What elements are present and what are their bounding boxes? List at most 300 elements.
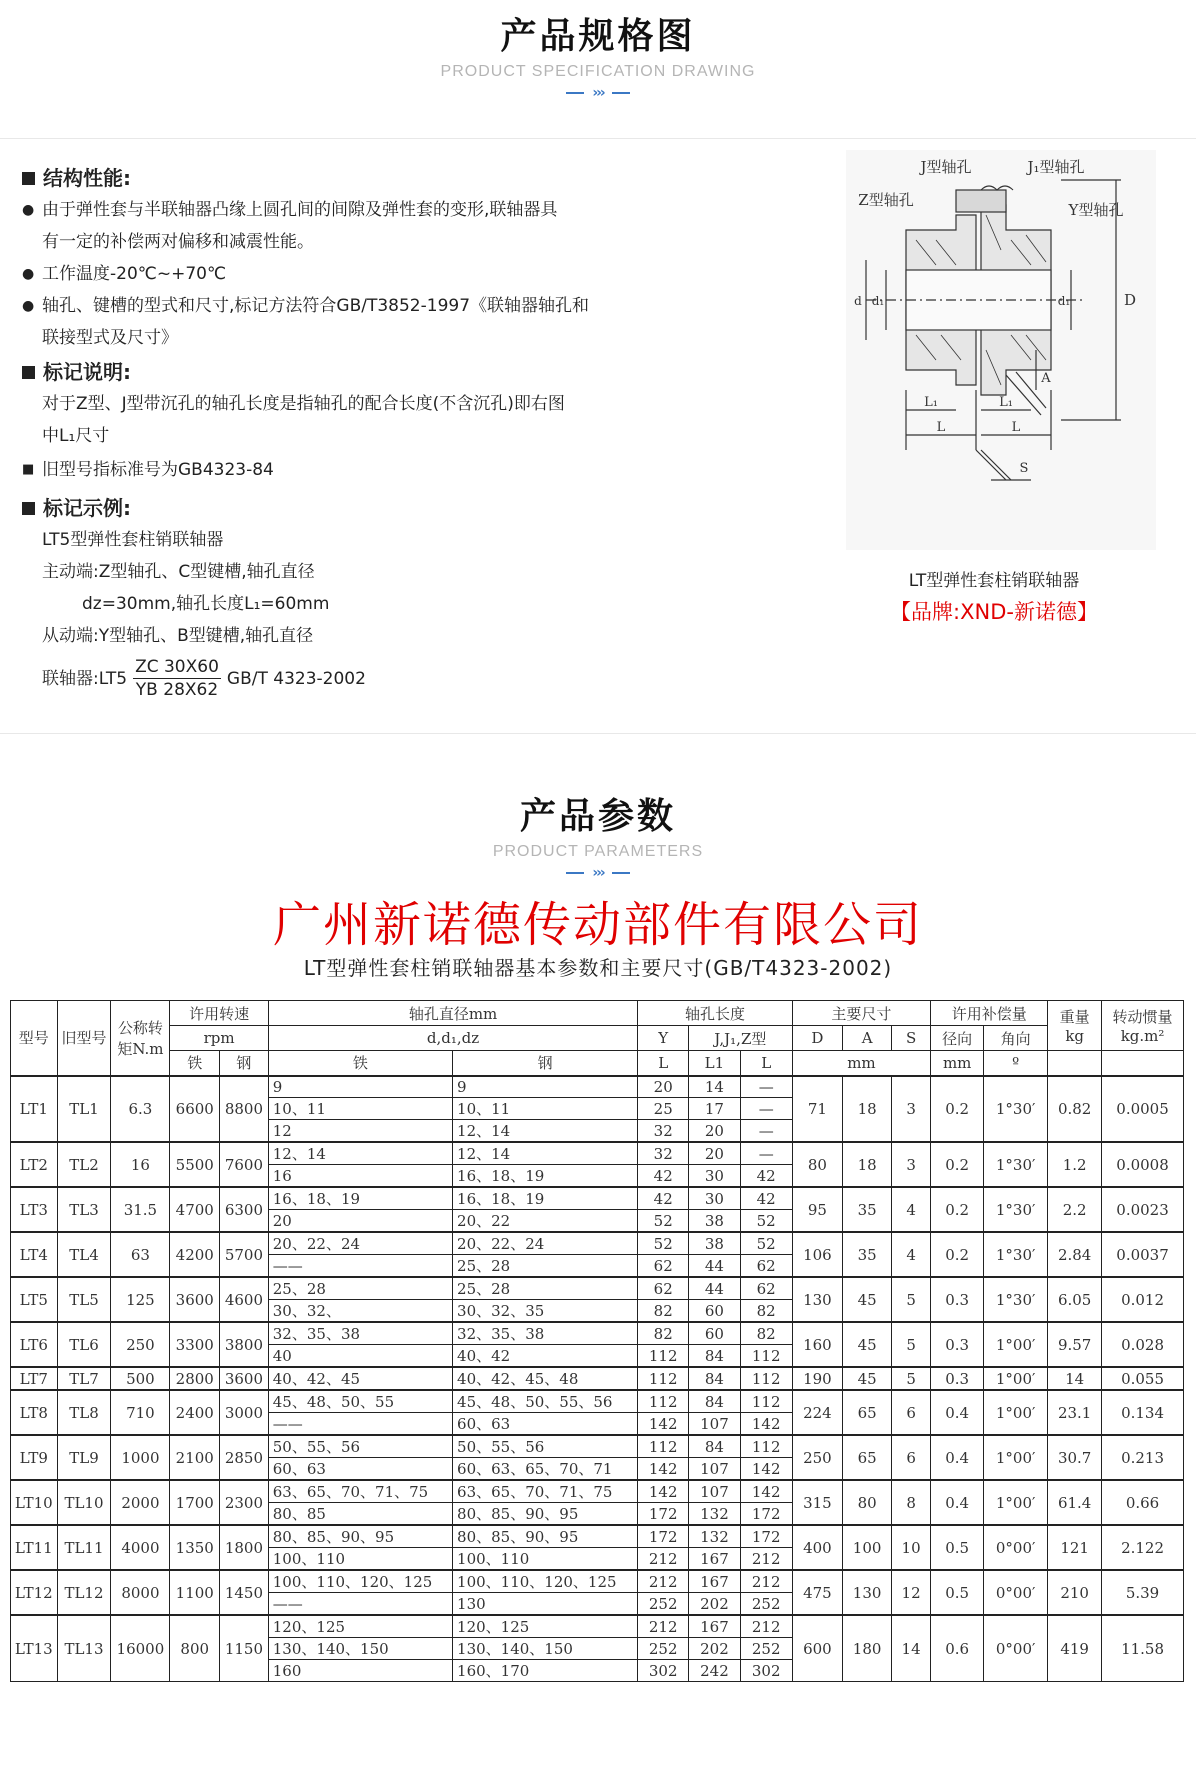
cell-dim-A: 45	[843, 1277, 892, 1322]
cell-torque: 16000	[111, 1615, 170, 1682]
cell-model: LT1	[11, 1076, 58, 1143]
cell-bore-steel: 9	[453, 1076, 638, 1098]
cell-dim-A: 45	[843, 1322, 892, 1367]
params-section-title: 产品参数	[519, 796, 676, 837]
cell-speed-steel: 8800	[220, 1076, 269, 1143]
cell-dim-S: 4	[891, 1187, 930, 1232]
cell-torque: 31.5	[111, 1187, 170, 1232]
cell-radial: 0.3	[931, 1277, 984, 1322]
label-dz: d₁	[1057, 294, 1071, 308]
cell-len-y: 42	[638, 1165, 689, 1188]
cell-len-l1: 14	[689, 1076, 741, 1098]
cell-len-l: 42	[740, 1187, 792, 1210]
cell-len-y: 252	[638, 1638, 689, 1660]
cell-len-y: 62	[638, 1255, 689, 1278]
header-bore-dia: 轴孔直径mm	[268, 1001, 638, 1026]
cell-old-model: TL1	[57, 1076, 111, 1143]
cell-dim-A: 130	[843, 1570, 892, 1615]
cell-len-l1: 107	[689, 1480, 741, 1503]
cell-bore-steel: 50、55、56	[453, 1435, 638, 1458]
label-z-hole: Z型轴孔	[858, 191, 914, 209]
cell-angular: 1°00′	[984, 1322, 1048, 1367]
cell-radial: 0.2	[931, 1142, 984, 1187]
cell-speed-steel: 3000	[220, 1390, 269, 1435]
cell-torque: 500	[111, 1367, 170, 1390]
cell-bore-iron: 9	[268, 1076, 452, 1098]
cell-dim-A: 35	[843, 1232, 892, 1277]
cell-radial: 0.4	[931, 1435, 984, 1480]
cell-bore-steel: 10、11	[453, 1098, 638, 1120]
cell-model: LT12	[11, 1570, 58, 1615]
cell-dim-A: 80	[843, 1480, 892, 1525]
cell-weight: 30.7	[1048, 1435, 1102, 1480]
cell-weight: 14	[1048, 1367, 1102, 1390]
cell-angular: 1°00′	[984, 1435, 1048, 1480]
cell-old-model: TL4	[57, 1232, 111, 1277]
cell-bore-iron: 32、35、38	[268, 1322, 452, 1345]
cell-speed-iron: 2100	[170, 1435, 220, 1480]
cell-bore-iron: 100、110	[268, 1548, 452, 1571]
cell-inertia: 0.0005	[1102, 1076, 1184, 1143]
cell-bore-iron: 12	[268, 1120, 452, 1143]
cell-bore-steel: 60、63、65、70、71	[453, 1458, 638, 1481]
cell-len-l1: 44	[689, 1277, 741, 1300]
cell-weight: 0.82	[1048, 1076, 1102, 1143]
cell-bore-iron: 160	[268, 1660, 452, 1682]
cell-len-l1: 38	[689, 1232, 741, 1255]
cell-bore-iron: 12、14	[268, 1142, 452, 1165]
cell-bore-steel: 80、85、90、95	[453, 1503, 638, 1526]
cell-bore-steel: 25、28	[453, 1255, 638, 1278]
label-j1-hole: J₁型轴孔	[1027, 158, 1085, 176]
header-S: S	[891, 1026, 930, 1051]
cell-len-y: 52	[638, 1232, 689, 1255]
cell-dim-A: 18	[843, 1142, 892, 1187]
cell-len-l: 112	[740, 1435, 792, 1458]
header-speed-steel: 钢	[220, 1051, 269, 1076]
cell-bore-steel: 12、14	[453, 1120, 638, 1143]
cell-speed-iron: 4700	[170, 1187, 220, 1232]
cell-old-model: TL13	[57, 1615, 111, 1682]
cell-len-y: 52	[638, 1210, 689, 1233]
cell-bore-iron: 40、42、45	[268, 1367, 452, 1390]
cell-speed-steel: 4600	[220, 1277, 269, 1322]
cell-radial: 0.2	[931, 1232, 984, 1277]
cell-speed-iron: 6600	[170, 1076, 220, 1143]
header-inertia: 转动惯量 kg.m²	[1102, 1001, 1184, 1051]
cell-speed-iron: 3300	[170, 1322, 220, 1367]
header-JZ: J,J₁,Z型	[689, 1026, 793, 1051]
cell-bore-iron: 80、85	[268, 1503, 452, 1526]
cell-model: LT9	[11, 1435, 58, 1480]
table-title: LT型弹性套柱销联轴器基本参数和主要尺寸(GB/T4323-2002)	[303, 956, 893, 980]
spec-section-header	[0, 8, 1196, 101]
table-row	[11, 1367, 1184, 1390]
cell-inertia: 0.0037	[1102, 1232, 1184, 1277]
cell-len-l1: 17	[689, 1098, 741, 1120]
cell-len-l1: 84	[689, 1390, 741, 1413]
cell-dim-S: 3	[891, 1142, 930, 1187]
cell-radial: 0.2	[931, 1187, 984, 1232]
cell-dim-S: 4	[891, 1232, 930, 1277]
square-bullet-small-icon: ■	[22, 462, 35, 477]
table-row	[11, 1187, 1184, 1210]
table-row	[11, 1142, 1184, 1165]
cell-inertia: 11.58	[1102, 1615, 1184, 1682]
cell-model: LT7	[11, 1367, 58, 1390]
table-row	[11, 1615, 1184, 1638]
cell-inertia: 5.39	[1102, 1570, 1184, 1615]
example-line: 从动端:Y型轴孔、B型键槽,轴孔直径	[42, 626, 314, 646]
structure-bullet: ● 由于弹性套与半联轴器凸缘上圆孔间的间隙及弹性套的变形,联轴器具	[22, 194, 642, 226]
marking-old-model: ■ 旧型号指标准号为GB4323-84	[22, 454, 642, 486]
example-line: dz=30mm,轴孔长度L₁=60mm	[82, 594, 330, 614]
cell-dim-A: 65	[843, 1390, 892, 1435]
header-main-dims: 主要尺寸	[792, 1001, 931, 1026]
label-L-left: L	[936, 420, 946, 435]
cell-bore-steel: 45、48、50、55、56	[453, 1390, 638, 1413]
cell-bore-iron: ——	[268, 1255, 452, 1278]
cell-bore-steel: 60、63	[453, 1413, 638, 1436]
header-comp-mm: mm	[931, 1051, 984, 1076]
cell-len-l: 172	[740, 1503, 792, 1526]
cell-bore-steel: 20、22、24	[453, 1232, 638, 1255]
cell-len-l1: 60	[689, 1300, 741, 1323]
cell-inertia: 0.012	[1102, 1277, 1184, 1322]
cell-dim-S: 6	[891, 1390, 930, 1435]
cell-len-l: 52	[740, 1210, 792, 1233]
cell-dim-D: 250	[792, 1435, 843, 1480]
cell-len-l1: 84	[689, 1435, 741, 1458]
cell-len-l: 252	[740, 1593, 792, 1615]
cell-len-y: 112	[638, 1390, 689, 1413]
cell-dim-D: 106	[792, 1232, 843, 1277]
cell-model: LT11	[11, 1525, 58, 1570]
label-d1: d₁	[871, 294, 885, 308]
table-row	[11, 1570, 1184, 1593]
cell-dim-D: 224	[792, 1390, 843, 1435]
cell-dim-S: 14	[891, 1615, 930, 1682]
cell-bore-iron: 120、125	[268, 1615, 452, 1638]
cell-len-y: 82	[638, 1300, 689, 1323]
header-speed: 许用转速	[170, 1001, 268, 1026]
cell-speed-steel: 5700	[220, 1232, 269, 1277]
cell-len-l1: 242	[689, 1660, 741, 1682]
cell-len-l1: 38	[689, 1210, 741, 1233]
cell-model: LT3	[11, 1187, 58, 1232]
cell-len-l: 142	[740, 1458, 792, 1481]
label-d: d	[854, 294, 862, 308]
cell-len-y: 20	[638, 1076, 689, 1098]
table-row	[11, 1076, 1184, 1098]
cell-bore-iron: 16、18、19	[268, 1187, 452, 1210]
label-L1-left: L₁	[924, 395, 938, 410]
cell-len-l: —	[740, 1098, 792, 1120]
cell-radial: 0.4	[931, 1480, 984, 1525]
marking-line: 中L₁尺寸	[42, 426, 110, 446]
company-name: 广州新诺德传动部件有限公司	[272, 897, 923, 953]
header-speed-iron: 铁	[170, 1051, 220, 1076]
params-section-header	[0, 788, 1196, 881]
label-S: S	[1019, 461, 1029, 476]
cell-angular: 1°30′	[984, 1277, 1048, 1322]
cell-bore-iron: 100、110、120、125	[268, 1570, 452, 1593]
square-bullet-icon	[22, 502, 35, 515]
cell-radial: 0.6	[931, 1615, 984, 1682]
cell-bore-iron: 30、32、	[268, 1300, 452, 1323]
cell-len-y: 62	[638, 1277, 689, 1300]
header-weight: 重量 kg	[1048, 1001, 1102, 1051]
cell-old-model: TL5	[57, 1277, 111, 1322]
cell-radial: 0.3	[931, 1322, 984, 1367]
cell-model: LT8	[11, 1390, 58, 1435]
cell-torque: 250	[111, 1322, 170, 1367]
table-row	[11, 1435, 1184, 1458]
divider	[0, 138, 1196, 139]
cell-weight: 9.57	[1048, 1322, 1102, 1367]
cell-dim-D: 190	[792, 1367, 843, 1390]
cell-len-l: 302	[740, 1660, 792, 1682]
cell-bore-iron: ——	[268, 1413, 452, 1436]
header-old-model: 旧型号	[57, 1001, 111, 1076]
cell-weight: 6.05	[1048, 1277, 1102, 1322]
cell-weight: 2.84	[1048, 1232, 1102, 1277]
square-bullet-icon	[22, 172, 35, 185]
cell-bore-iron: 16	[268, 1165, 452, 1188]
cell-len-l: 52	[740, 1232, 792, 1255]
cell-bore-iron: 60、63	[268, 1458, 452, 1481]
cell-model: LT6	[11, 1322, 58, 1367]
cell-len-l1: 30	[689, 1165, 741, 1188]
cell-weight: 419	[1048, 1615, 1102, 1682]
cell-len-y: 112	[638, 1345, 689, 1368]
cell-speed-iron: 800	[170, 1615, 220, 1682]
cell-bore-iron: 20、22、24	[268, 1232, 452, 1255]
marking-heading: 标记说明:	[22, 356, 642, 388]
cell-len-l1: 132	[689, 1503, 741, 1526]
cell-dim-D: 80	[792, 1142, 843, 1187]
cell-dim-S: 12	[891, 1570, 930, 1615]
cell-inertia: 0.66	[1102, 1480, 1184, 1525]
header-radial: 径向	[931, 1026, 984, 1051]
cell-angular: 1°00′	[984, 1367, 1048, 1390]
cell-speed-steel: 6300	[220, 1187, 269, 1232]
dot-bullet-icon: ●	[22, 202, 35, 218]
header-compensation: 许用补偿量	[931, 1001, 1048, 1026]
cell-bore-steel: 130、140、150	[453, 1638, 638, 1660]
cell-weight: 61.4	[1048, 1480, 1102, 1525]
cell-dim-D: 315	[792, 1480, 843, 1525]
cell-dim-A: 180	[843, 1615, 892, 1682]
cell-dim-S: 5	[891, 1367, 930, 1390]
cell-bore-steel: 16、18、19	[453, 1187, 638, 1210]
cell-dim-D: 400	[792, 1525, 843, 1570]
cell-len-l1: 20	[689, 1120, 741, 1143]
cell-len-l: 142	[740, 1480, 792, 1503]
cell-len-l1: 167	[689, 1615, 741, 1638]
cell-speed-steel: 1150	[220, 1615, 269, 1682]
cell-len-l1: 202	[689, 1638, 741, 1660]
cell-angular: 1°30′	[984, 1142, 1048, 1187]
cell-bore-steel: 160、170	[453, 1660, 638, 1682]
cell-len-l1: 20	[689, 1142, 741, 1165]
cell-dim-A: 65	[843, 1435, 892, 1480]
cell-dim-A: 100	[843, 1525, 892, 1570]
structure-heading: 结构性能:	[22, 162, 642, 194]
table-row	[11, 1232, 1184, 1255]
table-row	[11, 1525, 1184, 1548]
cell-len-l1: 167	[689, 1570, 741, 1593]
header-angular: 角向	[984, 1026, 1048, 1051]
header-torque: 公称转矩N.m	[111, 1001, 170, 1076]
cell-inertia: 0.055	[1102, 1367, 1184, 1390]
brand-label: 【品牌:XND-新诺德】	[890, 600, 1098, 624]
dot-bullet-icon: ●	[22, 266, 35, 282]
cell-len-l1: 107	[689, 1458, 741, 1481]
label-D: D	[1123, 291, 1137, 309]
cell-angular: 1°30′	[984, 1076, 1048, 1143]
cell-len-y: 212	[638, 1570, 689, 1593]
cell-inertia: 0.0023	[1102, 1187, 1184, 1232]
header-L1: L1	[689, 1051, 741, 1076]
drawing-caption: LT型弹性套柱销联轴器	[908, 571, 1080, 591]
cell-torque: 710	[111, 1390, 170, 1435]
cell-weight: 1.2	[1048, 1142, 1102, 1187]
cell-torque: 6.3	[111, 1076, 170, 1143]
cell-speed-iron: 2400	[170, 1390, 220, 1435]
cell-speed-iron: 1350	[170, 1525, 220, 1570]
cell-len-y: 212	[638, 1615, 689, 1638]
cell-len-l1: 84	[689, 1345, 741, 1368]
cell-len-l: 252	[740, 1638, 792, 1660]
header-D: D	[792, 1026, 843, 1051]
cell-radial: 0.4	[931, 1390, 984, 1435]
cell-len-l1: 44	[689, 1255, 741, 1278]
cell-bore-steel: 100、110	[453, 1548, 638, 1571]
cell-bore-steel: 130	[453, 1593, 638, 1615]
table-row	[11, 1322, 1184, 1345]
header-bore-len: 轴孔长度	[638, 1001, 792, 1026]
cell-bore-steel: 32、35、38	[453, 1322, 638, 1345]
coupling-drawing	[846, 150, 1156, 550]
cell-radial: 0.3	[931, 1367, 984, 1390]
cell-dim-D: 71	[792, 1076, 843, 1143]
divider	[0, 733, 1196, 734]
cell-len-y: 82	[638, 1322, 689, 1345]
cell-len-y: 142	[638, 1458, 689, 1481]
cell-speed-steel: 1800	[220, 1525, 269, 1570]
cell-speed-iron: 5500	[170, 1142, 220, 1187]
cell-len-y: 112	[638, 1435, 689, 1458]
cell-len-l: 112	[740, 1345, 792, 1368]
cell-bore-steel: 25、28	[453, 1277, 638, 1300]
cell-speed-iron: 1100	[170, 1570, 220, 1615]
cell-bore-steel: 30、32、35	[453, 1300, 638, 1323]
cell-len-l: 62	[740, 1277, 792, 1300]
cell-old-model: TL8	[57, 1390, 111, 1435]
cell-len-y: 142	[638, 1480, 689, 1503]
header-dia-steel: 钢	[453, 1051, 638, 1076]
header-A: A	[843, 1026, 892, 1051]
example-heading: 标记示例:	[22, 492, 642, 524]
cell-bore-iron: 50、55、56	[268, 1435, 452, 1458]
cell-len-l1: 84	[689, 1367, 741, 1390]
cell-len-l1: 132	[689, 1525, 741, 1548]
header-inertia-unit	[1102, 1051, 1184, 1076]
cell-dim-S: 5	[891, 1277, 930, 1322]
structure-line: 联接型式及尺寸》	[42, 328, 178, 348]
table-row	[11, 1277, 1184, 1300]
cell-torque: 2000	[111, 1480, 170, 1525]
cell-bore-steel: 63、65、70、71、75	[453, 1480, 638, 1503]
cell-inertia: 2.122	[1102, 1525, 1184, 1570]
cell-speed-steel: 3600	[220, 1367, 269, 1390]
cell-old-model: TL11	[57, 1525, 111, 1570]
cell-len-y: 112	[638, 1367, 689, 1390]
example-formula: 联轴器:LT5 ZC 30X60 YB 28X62 GB/T 4323-2002	[42, 657, 366, 700]
cell-model: LT10	[11, 1480, 58, 1525]
structure-bullet: ● 工作温度-20℃~+70℃	[22, 258, 642, 290]
cell-speed-steel: 2850	[220, 1435, 269, 1480]
cell-old-model: TL6	[57, 1322, 111, 1367]
cell-dim-S: 3	[891, 1076, 930, 1143]
cell-len-l: 112	[740, 1367, 792, 1390]
header-dia-iron: 铁	[268, 1051, 452, 1076]
cell-bore-steel: 20、22	[453, 1210, 638, 1233]
dot-bullet-icon: ●	[22, 298, 35, 314]
label-L1-right: L₁	[999, 395, 1013, 410]
cell-len-y: 32	[638, 1142, 689, 1165]
cell-bore-steel: 120、125	[453, 1615, 638, 1638]
cell-angular: 0°00′	[984, 1525, 1048, 1570]
cell-len-l1: 202	[689, 1593, 741, 1615]
header-mm: mm	[792, 1051, 931, 1076]
cell-len-y: 302	[638, 1660, 689, 1682]
cell-len-l: —	[740, 1076, 792, 1098]
cell-old-model: TL3	[57, 1187, 111, 1232]
label-y-hole: Y型轴孔	[1068, 201, 1124, 219]
cell-len-l1: 30	[689, 1187, 741, 1210]
cell-len-y: 172	[638, 1525, 689, 1548]
square-bullet-icon	[22, 366, 35, 379]
cell-angular: 0°00′	[984, 1570, 1048, 1615]
cell-speed-steel: 7600	[220, 1142, 269, 1187]
cell-bore-iron: 25、28	[268, 1277, 452, 1300]
label-A: A	[1041, 371, 1051, 386]
cell-bore-steel: 16、18、19	[453, 1165, 638, 1188]
cell-speed-iron: 1700	[170, 1480, 220, 1525]
cell-radial: 0.5	[931, 1570, 984, 1615]
cell-len-y: 212	[638, 1548, 689, 1571]
cell-model: LT2	[11, 1142, 58, 1187]
cell-len-y: 42	[638, 1187, 689, 1210]
chevron-decoration-icon: ›››	[0, 85, 1196, 101]
header-L2: L	[740, 1051, 792, 1076]
cell-bore-iron: 45、48、50、55	[268, 1390, 452, 1413]
cell-dim-D: 600	[792, 1615, 843, 1682]
spec-section-title: 产品规格图	[500, 16, 696, 57]
cell-speed-iron: 3600	[170, 1277, 220, 1322]
cell-speed-steel: 3800	[220, 1322, 269, 1367]
cell-len-y: 32	[638, 1120, 689, 1143]
cell-angular: 1°30′	[984, 1232, 1048, 1277]
cell-len-l: 42	[740, 1165, 792, 1188]
cell-len-l: 212	[740, 1570, 792, 1593]
cell-len-l1: 167	[689, 1548, 741, 1571]
cell-weight: 210	[1048, 1570, 1102, 1615]
parameters-table	[10, 1000, 1184, 1682]
cell-dim-D: 475	[792, 1570, 843, 1615]
